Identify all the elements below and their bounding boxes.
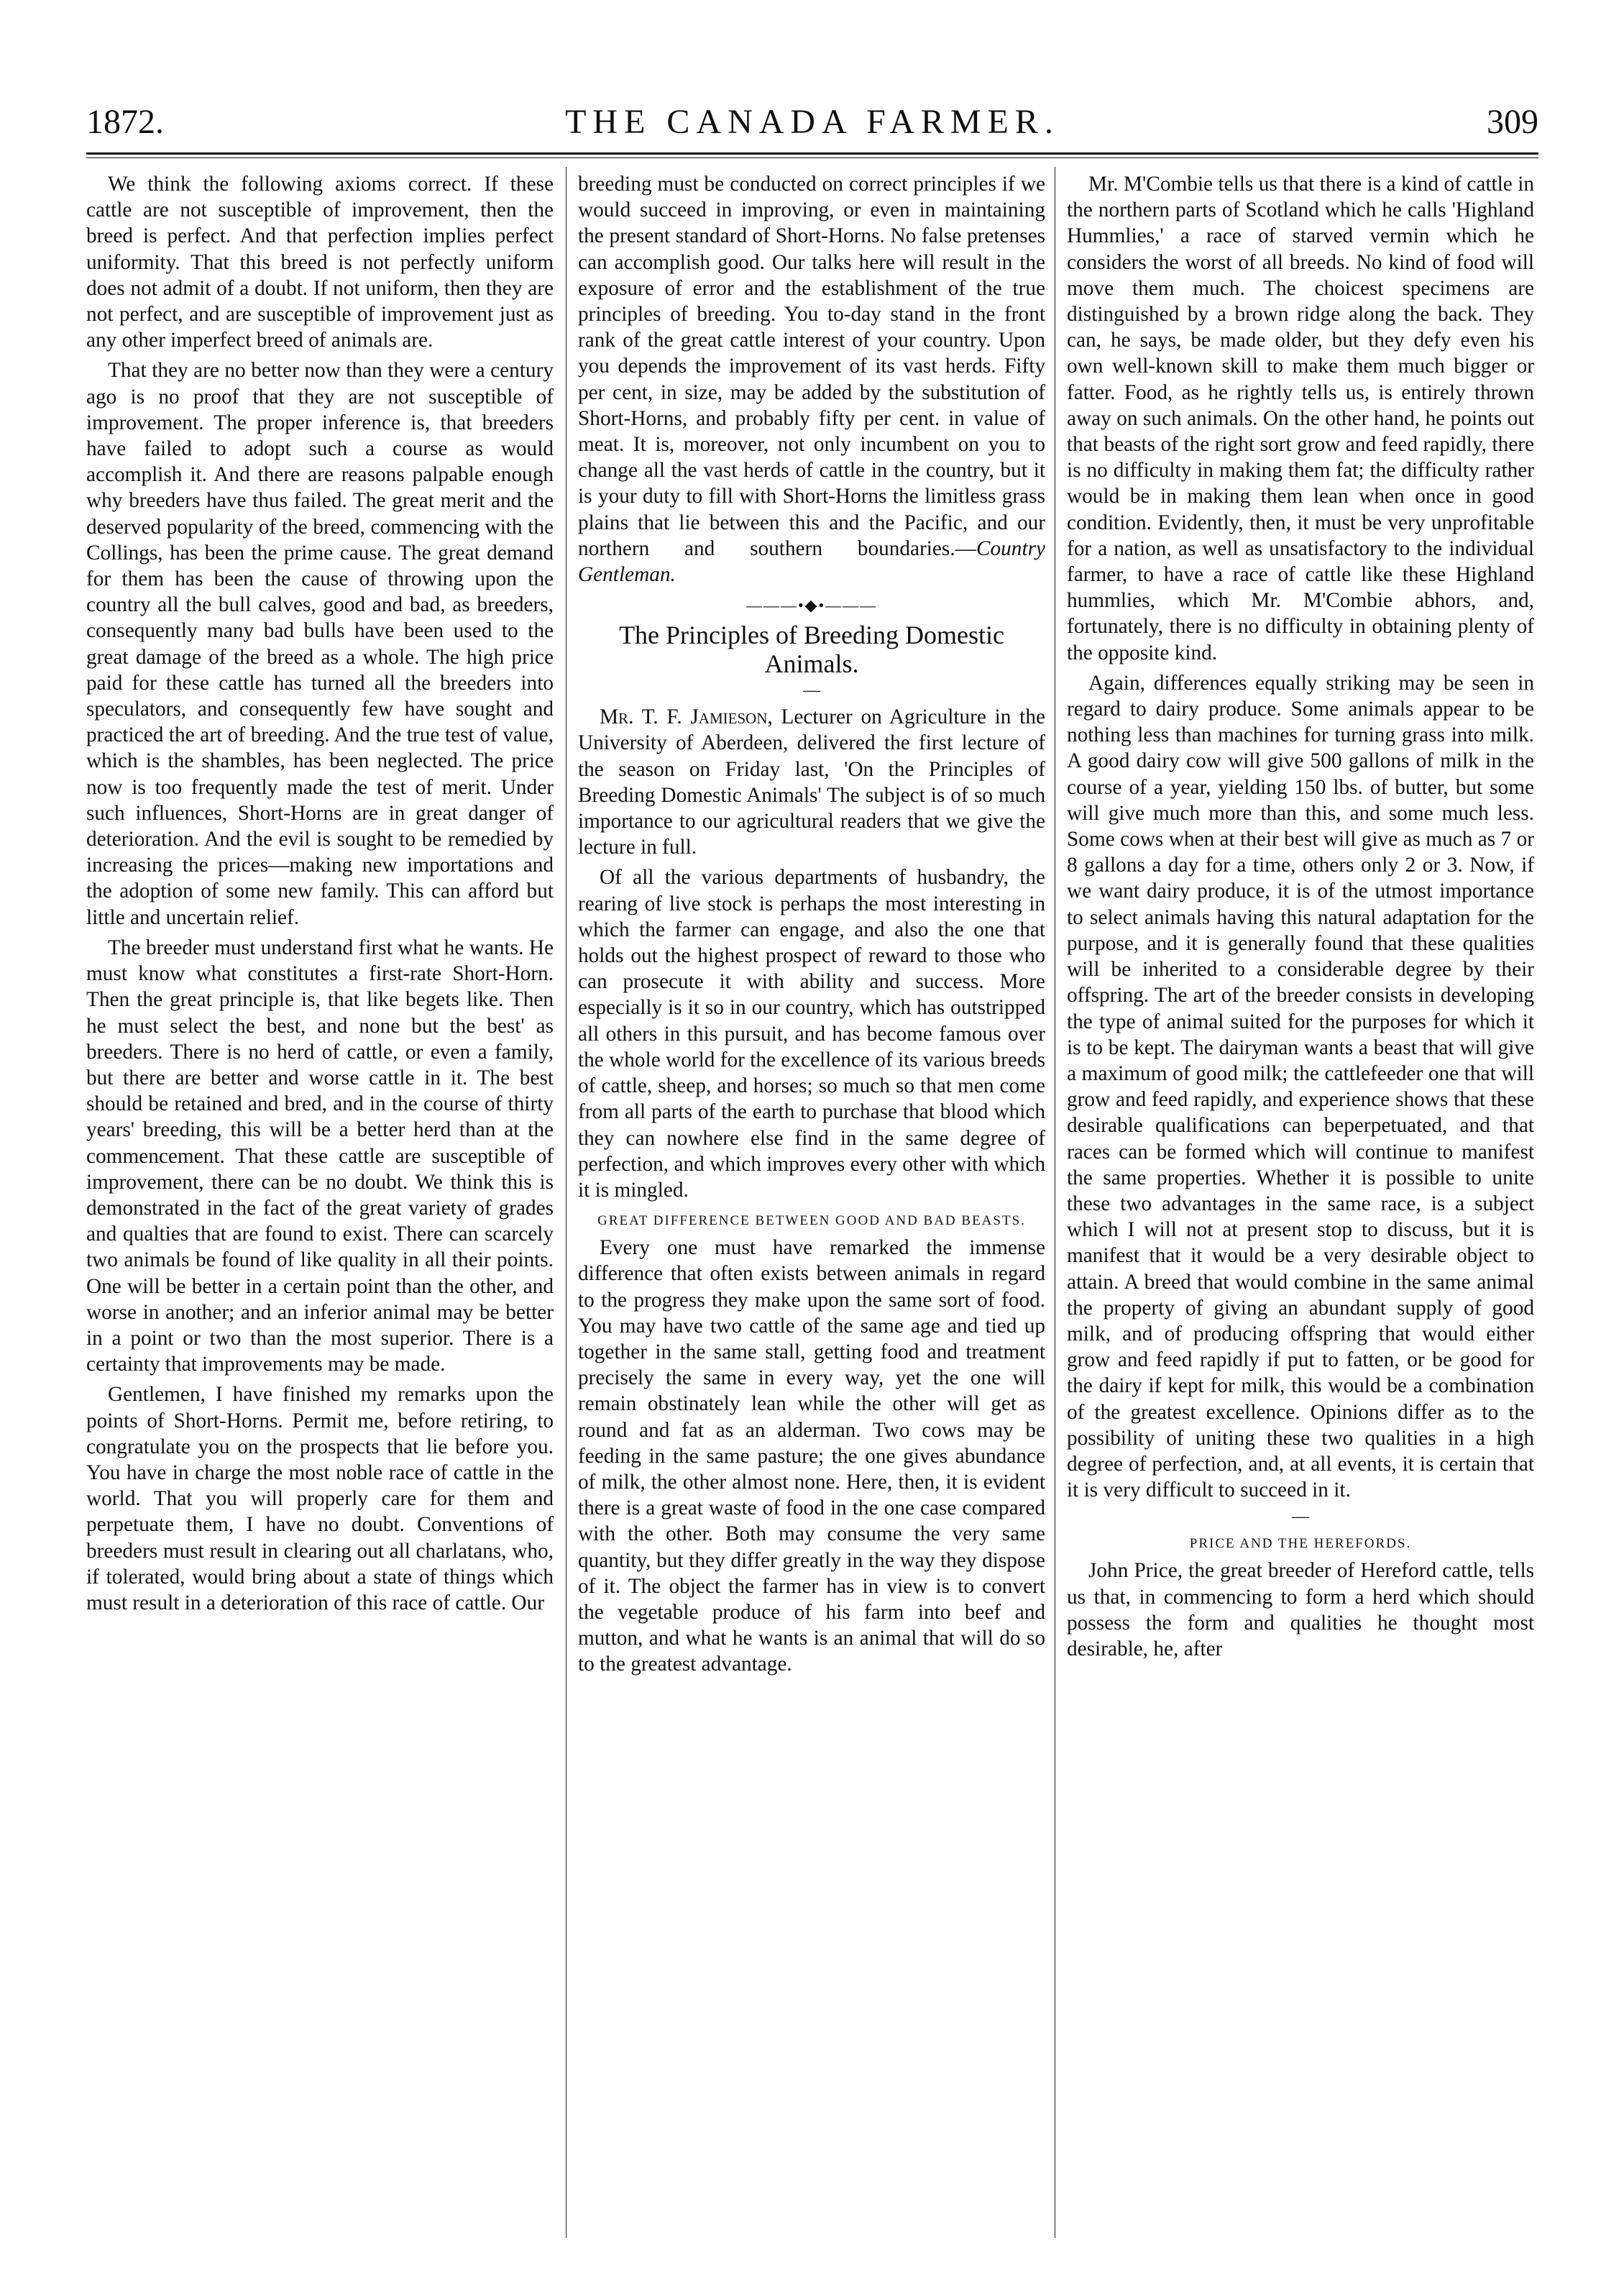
- issue-year: 1872.: [86, 103, 164, 141]
- masthead-rule-thin: [86, 157, 1538, 158]
- masthead-rule: [86, 152, 1538, 155]
- section-ornament: ———•◆•———: [746, 596, 878, 615]
- lecturer-name: Mr. T. F. Jamieson,: [600, 705, 773, 729]
- paragraph: We think the following axioms correct. If these cattle are not susceptible of improvement, then the breed is perfect. And that perfection implies perfect uniformity. That this breed is not perfectly uniform does not admit of a doubt. If not uniform, then they are not perfect, and are susceptible of improvement just as any other imperfect breed of animals are.: [86, 173, 554, 352]
- section-subheading: PRICE AND THE HEREFORDS.: [1189, 1536, 1412, 1552]
- paragraph: [578, 704, 1045, 860]
- article-heading: The Principles of Breeding Domestic Animals.: [619, 621, 1004, 679]
- source-credit: Country Gentleman.: [578, 536, 1045, 587]
- column-2: [578, 171, 1045, 2242]
- paragraph: Again, differences equally striking may be seen in regard to dairy produce. Some animals appear to be nothing less than machines for turning grass into milk. A good dairy cow will give 500 gallons of milk in the course of a year, yielding 150 lbs. of butter, but some will give much more than this, and some much less. Some cows when at their best will give as much as 7 or 8 gallons a day for a time, others only 2 or 3. Now, if we want dairy produce, it is of the utmost importance to select animals having this natural adaptation for the purpose, and it is generally found that these qualities will be inherited to a considerable degree by their offspring. The art of the breeder consists in developing the type of animal suited for the purposes for which it is to be kept. The dairyman wants a beast that will give a maximum of good milk; the cattlefeeder one that will grow and feed rapidly, and experience shows that these desirable qualifications can beperpetuated, and that races can be formed which will continue to manifest the same properties. Whether it is possible to unite these two advantages in the same race, is a subject which I will not at present stop to discuss, but it is manifest that it would be a very desirable object to attain. A breed that would combine in the same animal the property of giving an abundant supply of good milk, and of producing offspring that would either grow and feed rapidly if put to fatten, or be good for the dairy if kept for milk, this would be a combination of the greatest excellence. Opinions differ as to the possibility of uniting these two qualities in a high degree of perfection, and, at all events, it is certain that it is very difficult to succeed in it.: [1067, 671, 1534, 1502]
- paragraph-text: Lecturer on Agriculture in the University of Aberdeen, delivered the first lecture of the season on Friday last, 'On the Principles of Breeding Domestic Animals' The subject is of so much importance to our agricultural readers that we give the lecture in full.: [578, 705, 1045, 859]
- paragraph: John Price, the great breeder of Hereford cattle, tells us that, in commencing to form a herd which should possess the form and qualities he thought most desirable, he, after: [1067, 1559, 1534, 1660]
- section-subheading: GREAT DIFFERENCE BETWEEN GOOD AND BAD BEASTS.: [597, 1213, 1026, 1229]
- masthead: [86, 101, 1538, 151]
- paragraph: That they are no better now than they were a century ago is no proof that they are not susceptible of improvement. The proper inference is, that breeders have failed to adopt such a course as would accomplish it. And there are reasons palpable enough why breeders have thus failed. The great merit and the deserved popularity of the breed, commencing with the Collings, has been the prime cause. The great demand for them has been the cause of throwing upon the country all the bull calves, good and bad, as breeders, consequently many bad bulls have been used to the great damage of the breed as a whole. The high price paid for these cattle has turned all the breeders into speculators, and consequently few have sought and practiced the art of breeding. And the true test of value, which is the shambles, has been neglected. The price now is too frequently made the test of merit. Under such influences, Short-Horns are in great danger of deterioration. And the evil is sought to be remedied by increasing the prices—making new importations and the adoption of some new family. This can afford but little and uncertain relief.: [86, 359, 554, 929]
- newspaper-title: THE CANADA FARMER.: [565, 103, 1060, 141]
- paragraph: [578, 171, 1045, 588]
- page-number: 309: [1487, 103, 1538, 141]
- column-3: [1067, 171, 1534, 2242]
- section-dash: —: [1292, 1507, 1309, 1527]
- paragraph: Of all the various departments of husbandry, the rearing of live stock is perhaps the most interesting in which the farmer can engage, and also the one that holds out the highest prospect of reward to those who can prosecute it with ability and success. More especially is it so in our country, which has outstripped all others in this pursuit, and has become famous over the whole world for the excellence of its various breeds of cattle, sheep, and horses; so much so that men come from all parts of the earth to purchase that blood which they can nowhere else find in the same degree of perfection, and which improves every other with which it is mingled.: [578, 866, 1045, 1202]
- paragraph: Mr. M'Combie tells us that there is a kind of cattle in the northern parts of Scotland which he calls 'Highland Hummlies,' a race of starved vermin which he considers the worst of all breeds. No kind of food will move them much. The choicest specimens are distinguished by a brown ridge along the back. They can, he says, be made older, but they defy even his own well-known skill to make them much bigger or fatter. Food, as he rightly tells us, is entirely thrown away on such animals. On the other hand, he points out that beasts of the right sort grow and feed rapidly, there is no difficulty in making them fat; the difficulty rather would be in making them lean when once in good condition. Evidently, then, it must be very unprofitable for a nation, as well as unsatisfactory to the individual farmer, to have a race of cattle like these Highland hummlies, which Mr. M'Combie abhors, and, fortunately, there is no difficulty in obtaining plenty of the opposite kind.: [1067, 173, 1534, 664]
- heading-dash: —: [803, 681, 820, 700]
- paragraph: Gentlemen, I have finished my remarks upon the points of Short-Horns. Permit me, before retiring, to congratulate you on the prospects that lie before you. You have in charge the most noble race of cattle in the world. That you will properly care for them and perpetuate them, I have no doubt. Conventions of breeders must result in clearing out all charlatans, who, if tolerated, would bring about a state of things which must result in a deterioration of this race of cattle. Our: [86, 1383, 554, 1614]
- column-1: [86, 171, 554, 2242]
- paragraph: The breeder must understand first what he wants. He must know what constitutes a first-rate Short-Horn. Then the great principle is, that like begets like. Then he must select the best, and none but the best' as breeders. There is no herd of cattle, or even a family, but there are better and worse cattle in it. The best should be retained and bred, and in the course of thirty years' breeding, this will be a better herd than at the commencement. That these cattle are susceptible of improvement, there can be no doubt. We think this is demonstrated in the fact of the great variety of grades and qualties that are found to exist. There can scarcely two animals be found of like quality in all their points. One will be better in a certain point than the other, and worse in another; and an inferior animal may be better in a point or two than the most superior. There is a certainty that improvements may be made.: [86, 936, 554, 1376]
- paragraph: Every one must have remarked the immense difference that often exists between animals in regard to the progress they make upon the same sort of food. You may have two cattle of the same age and tied up together in the same stall, getting food and treatment precisely the same in every way, yet the one will remain obstinately lean while the other will get as round and fat as an alderman. Two cows may be feeding in the same pasture; the one gives abundance of milk, the other almost none. Here, then, it is evident there is a great waste of food in the one case compared with the other. Both may consume the very same quantity, but they differ greatly in the way they dispose of it. The object the farmer has in view is to convert the vegetable produce of his farm into beef and mutton, and what he wants is an animal that will do so to the greatest advantage.: [578, 1236, 1045, 1676]
- paragraph-text: breeding must be conducted on correct principles if we would succeed in improving, or even in maintaining the present standard of Short-Horns. No false pretenses can accomplish good. Our talks here will result in the exposure of error and the establishment of the true principles of breeding. You to-day stand in the front rank of the great cattle interest of your country. Upon you depends the improvement of its vast herds. Fifty per cent, in size, may be added by the substitution of Short-Horns, and probably fifty per cent. in value of meat. It is, moreover, not only incumbent on you to change all the vast herds of cattle in the country, but it is your duty to fill with Short-Horns the limitless grass plains that lie between this and the Pacific, and our northern and southern boundaries.—: [578, 173, 1045, 560]
